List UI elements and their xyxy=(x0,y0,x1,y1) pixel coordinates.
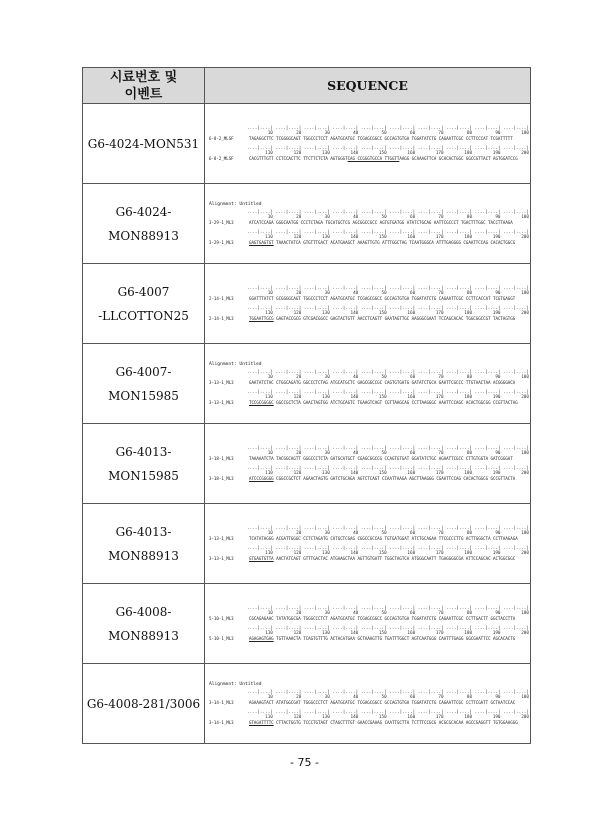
table-row xyxy=(83,664,531,744)
table-row xyxy=(83,504,531,584)
bases-underlined: ACCAT TCGTGAGGT xyxy=(478,295,516,301)
sequence-line xyxy=(205,616,530,622)
position-ruler: ....|....| ....|....| ....|....| ....|....| ....|....| ....|....| ....|....| ....|....| ....|....| ....|....| 110 120 130 140 150 160 170 180 190 200 xyxy=(247,546,529,556)
sequence-cell xyxy=(205,504,531,584)
position-ruler: ....|....| ....|....| ....|....| ....|....| ....|....| ....|....| ....|....| ....|....| ....|....| ....|....| 10 20 30 40 50 60 70 80 90 100 xyxy=(247,285,529,296)
sequence-line xyxy=(205,156,530,162)
sequence-label: 5-10-1_ML3 xyxy=(209,636,234,641)
position-ruler: ....|....| ....|....| ....|....| ....|....| ....|....| ....|....| ....|....| ....|....| ....|....| ....|....| 10 20 30 40 50 60 70 80 90 100 xyxy=(247,445,529,456)
sample-id-cell xyxy=(83,424,205,504)
sequence-cell xyxy=(205,584,531,664)
sequence-label: 3-13-1_ML3 xyxy=(209,379,234,385)
position-ruler: ....|....| ....|....| ....|....| ....|....| ....|....| ....|....| ....|....| ....|....| ....|....| ....|....| 10 20 30 40 50 60 70 80 90 100 xyxy=(247,525,529,536)
alignment-label: Alignment: Untitled xyxy=(209,201,262,207)
sequence-bases xyxy=(249,380,530,386)
bases-text: TAGAGGCTTC TCGGGGCAGT TGGCCCTCCT AGATGCATGC TCGAGCGGCC GCCAGTGTGA TGGATATCTG CAGAATTCGC CCTT xyxy=(249,135,476,141)
sequence-block xyxy=(205,710,530,726)
sequence-cell xyxy=(205,104,531,184)
sequence-bases xyxy=(249,220,530,226)
sequence-block xyxy=(205,606,530,622)
position-ruler: ....|....| ....|....| ....|....| ....|....| ....|....| ....|....| ....|....| ....|....| ....|....| ....|....| 110 120 130 140 150 160 170 180 190 200 xyxy=(247,710,529,720)
sample-id: G6-4007-MON15985 xyxy=(108,364,179,403)
sequence-cell xyxy=(205,424,531,504)
bases-text: GGATTTATCT GCGGGGCAGT TGGCCCTCCT AGATGCATGC TCGAGCGGCC GCCAGTGTGA TGGATATCTG CAGAATTCGC CCTTC xyxy=(249,295,479,301)
sequence-line xyxy=(205,720,530,726)
sequence-block xyxy=(205,626,530,642)
sequence-line xyxy=(205,240,530,246)
header-sample-event xyxy=(83,68,205,104)
table-row xyxy=(83,584,531,664)
bases-underlined: GTGGTA GATCGGGAT xyxy=(473,455,513,461)
page-number: - 75 - xyxy=(290,756,319,769)
sequence-line xyxy=(205,136,530,142)
sample-id-cell xyxy=(83,344,205,424)
sequence-line xyxy=(205,296,530,302)
sequence-bases xyxy=(249,456,530,462)
sequence-label: 3-13-1_ML3 xyxy=(209,400,234,405)
position-ruler: ....|....| ....|....| ....|....| ....|....| ....|....| ....|....| ....|....| ....|....| ....|....| ....|....| 110 120 130 140 150 160 170 180 190 200 xyxy=(247,230,529,240)
sequence-cell xyxy=(205,264,531,344)
sequence-label: 6-8-2_MLSF xyxy=(209,156,234,161)
sample-id: G6-4024-MON531 xyxy=(87,136,200,151)
bases-underlined: GAGTGAGTGT xyxy=(249,240,274,245)
position-ruler: ....|....| ....|....| ....|....| ....|....| ....|....| ....|....| ....|....| ....|....| ....|....| ....|....| 10 20 30 40 50 60 70 80 90 100 xyxy=(247,125,529,136)
bases-underlined: GACTT GGCTACCTTA xyxy=(475,615,516,621)
bases-underlined: AGAGAGTGAG xyxy=(249,636,274,641)
position-ruler: ....|....| ....|....| ....|....| ....|....| ....|....| ....|....| ....|....| ....|....| ....|....| ....|....| 110 120 130 140 150 160 170 180 190 200 xyxy=(247,626,529,636)
position-ruler: ....|....| ....|....| ....|....| ....|....| ....|....| ....|....| ....|....| ....|....| ....|....| ....|....| 10 20 30 40 50 60 70 80 90 100 xyxy=(247,689,529,700)
sample-id-cell xyxy=(83,584,205,664)
sequence-label: 6-8-2_MLSF xyxy=(209,135,234,141)
bases-underlined: CCCAT TCGATTTTT xyxy=(475,135,513,141)
bases-underlined: GTAGATTTTC xyxy=(249,720,274,725)
sequence-label: 3-13-1_ML3 xyxy=(209,535,234,541)
position-ruler: ....|....| ....|....| ....|....| ....|....| ....|....| ....|....| ....|....| ....|....| ....|....| ....|....| 110 120 130 140 150 160 170 180 190 200 xyxy=(247,306,529,316)
bases-underlined: TGGAATTGCG xyxy=(249,316,274,321)
position-ruler: ....|....| ....|....| ....|....| ....|....| ....|....| ....|....| ....|....| ....|....| ....|....| ....|....| 110 120 130 140 150 160 170 180 190 200 xyxy=(247,466,529,476)
sequence-label: 3-14-1_ML3 xyxy=(209,699,234,705)
bases-text: TCATATAGGG ACGATTGGGC CCTCTAGATG CATGCTCGAG CGGCCGCCAG TGTGATGGAT ATCTGCAGAA TTCGCCCTT xyxy=(249,535,461,541)
sample-id: G6-4013-MON15985 xyxy=(108,444,179,483)
bases-underlined: G ACTTGGGCTA CCTTAAGAGA xyxy=(460,535,518,541)
bases-underlined: GTGAGTGTTA xyxy=(249,556,274,561)
sequence-label: 2-14-1_ML3 xyxy=(209,295,234,301)
sequence-block xyxy=(205,446,530,462)
table-row xyxy=(83,264,531,344)
sequence-bases xyxy=(249,720,530,726)
sequence-block xyxy=(205,466,530,482)
sequence-bases xyxy=(249,700,530,706)
sequence-bases xyxy=(249,400,530,406)
bases-text: CTTACTGGTG TCCCTGTAGT CTAGCTTTGT GAACCGAAAG CAATTGCTTA TCTTTCCGCG ACGCGCACAA AGCCGAGGTT TGTGGAAGGG xyxy=(273,720,518,725)
sequence-bases xyxy=(249,476,530,482)
sequence-line xyxy=(205,700,530,706)
sequence-bases xyxy=(249,240,530,246)
sequence-label: 3-29-1_ML3 xyxy=(209,219,234,225)
position-ruler: ....|....| ....|....| ....|....| ....|....| ....|....| ....|....| ....|....| ....|....| ....|....| ....|....| 110 120 130 140 150 160 170 180 190 200 xyxy=(247,146,529,156)
sequence-block xyxy=(205,230,530,246)
sequence-line xyxy=(205,476,530,482)
position-ruler: ....|....| ....|....| ....|....| ....|....| ....|....| ....|....| ....|....| ....|....| ....|....| ....|....| 10 20 30 40 50 60 70 80 90 100 xyxy=(247,369,529,380)
sequence-block xyxy=(205,126,530,142)
header-sample-event-text: 시료번호 및 이벤트 xyxy=(109,69,178,102)
bases-text: ATCATCCAGA GGGCAATGG CCCTCTAGA TGCATGCTCG AGCGGCCGCC AGTGTGATGG ATATCTGCAG AATTCGCCC xyxy=(249,219,457,225)
sample-id: G6-4008-MON88913 xyxy=(108,604,179,643)
bases-text: AGAAAGTACT ATATGGCGAT TGGGCCCTCT AGATGCATGC TCGAGCGGCC GCCAGTGTGA TGGATATCTG CAGAATTCGC CCTT xyxy=(249,699,476,705)
sequence-label: 3-14-1_ML3 xyxy=(209,720,234,725)
sequence-bases xyxy=(249,616,530,622)
table-row xyxy=(83,424,531,504)
sequence-line xyxy=(205,400,530,406)
sequence-cell xyxy=(205,184,531,264)
sample-id-cell xyxy=(83,504,205,584)
sequence-line xyxy=(205,636,530,642)
bases-text: TAAACTATCA GTGTTTGACT ACATGAAGCT AAAGTTGTG ATTTGGCTAG TCAATGGGCA ATTTGAGGGG CGAATTCCAG CACACTGGCG xyxy=(273,240,516,245)
sequence-label: 3-29-1_ML3 xyxy=(209,240,234,245)
sequence-line xyxy=(205,556,530,562)
sequence-bases xyxy=(249,296,530,302)
sequence-block xyxy=(205,526,530,542)
sequence-label: 2-14-1_ML3 xyxy=(209,316,234,321)
sequence-label: 3-18-1_ML3 xyxy=(209,455,234,461)
sample-id: G6-4008-281/3006 xyxy=(86,696,201,711)
bases-underlined: GTAACTAA ACGGGGACA xyxy=(470,379,516,385)
sample-id-cell xyxy=(83,664,205,744)
sequence-bases xyxy=(249,136,530,142)
sequence-bases xyxy=(249,536,530,542)
bases-text: GAGTACCGCG GTCGACGGCC GAGTACTGTT AACCTCAGTT GAATAGTTGC AAGGGCGAAT TCCAGCACAC TGGCGGCCGT TACTAGTGG xyxy=(273,316,516,321)
header-sequence xyxy=(205,68,531,104)
sequence-bases xyxy=(249,636,530,642)
sequence-cell xyxy=(205,664,531,744)
position-ruler: ....|....| ....|....| ....|....| ....|....| ....|....| ....|....| ....|....| ....|....| ....|....| ....|....| 110 120 130 140 150 160 170 180 190 200 xyxy=(247,390,529,400)
sequence-line xyxy=(205,316,530,322)
sequence-bases xyxy=(249,316,530,322)
sequence-line xyxy=(205,220,530,226)
alignment-label: Alignment: Untitled xyxy=(209,681,262,687)
sequence-cell xyxy=(205,344,531,424)
bases-underlined: TCCGCGGGGC xyxy=(249,400,274,405)
bases-text: AAGG GCAAAGTTCA GCACACTGGC GGCCGTTACT AGTGGATCCG xyxy=(399,156,518,161)
bases-underlined: CGATT GCTAATCCAC xyxy=(475,699,516,705)
sample-id-cell xyxy=(83,264,205,344)
sequence-block xyxy=(205,546,530,562)
bases-text: TGTTAAACTA TCAGTGTTTG ACTACATGAA GCTAAAGTTG TGATTTGGCT AGTCAATGGG CAATTTGAGG GGCGAATTCC AGCACACTG xyxy=(273,636,516,641)
sample-id: G6-4007 -LLCOTTON25 xyxy=(98,284,189,323)
table-body xyxy=(83,104,531,744)
alignment-label: Alignment: Untitled xyxy=(209,361,262,367)
sequence-block xyxy=(205,146,530,162)
sequence-line xyxy=(205,380,530,386)
sequence-label: 3-18-1_ML3 xyxy=(209,476,234,481)
sample-id: G6-4013-MON88913 xyxy=(108,524,179,563)
sequence-table xyxy=(82,67,531,744)
bases-underlined: T TGACTTTGGC TACCTTAAGA xyxy=(456,219,513,225)
bases-text: GAATATCTAC CTGGCAGATG GGCCCTCTAG ATGCATGCTC GAGCGGCCGC CAGTGTGATG GATATCTGCA GAATTCGCCC TT xyxy=(249,379,471,385)
sequence-block xyxy=(205,390,530,406)
sequence-line xyxy=(205,456,530,462)
table-row xyxy=(83,104,531,184)
bases-text: CACGTTTGTT CCTCCACTTC TTCTTCTCTA AGTGGGT xyxy=(249,156,348,161)
sequence-block xyxy=(205,690,530,706)
position-ruler: ....|....| ....|....| ....|....| ....|....| ....|....| ....|....| ....|....| ....|....| ....|....| ....|....| 10 20 30 40 50 60 70 80 90 100 xyxy=(247,605,529,616)
sequence-block xyxy=(205,306,530,322)
table-row xyxy=(83,184,531,264)
bases-text: CGGCCGCTCT AGAACTAGTG GATCTGCAGA AGTCTCAGT CCAATTAAGA AGCTTAAGGG CGAATTCCAG CACACTGGCG GCCGTTACTA xyxy=(273,476,516,481)
header-sequence-text: SEQUENCE xyxy=(327,78,408,93)
sample-id-cell xyxy=(83,184,205,264)
sample-id: G6-4024-MON88913 xyxy=(108,204,179,243)
bases-underlined: CAG CCGGGTGCCA TTGGTT xyxy=(347,156,400,161)
sequence-line xyxy=(205,536,530,542)
sequence-label: 5-10-1_ML3 xyxy=(209,615,234,621)
sequence-block xyxy=(205,210,530,226)
bases-text: TAAAAATCTA TACGGCAGTT GGGCCCTCTA GATGCATGCT CGAGCGGCCG CCAGTGTGAT GGATATCTGC AGAATTCGCC CTT xyxy=(249,455,474,461)
table-row xyxy=(83,344,531,424)
position-ruler: ....|....| ....|....| ....|....| ....|....| ....|....| ....|....| ....|....| ....|....| ....|....| ....|....| 10 20 30 40 50 60 70 80 90 100 xyxy=(247,209,529,220)
sequence-bases xyxy=(249,556,530,562)
bases-text: CGCAGAGAAC TATATGGCGA TGGGCCCTCT AGATGCATGC TCGAGCGGCC GCCAGTGTGA TGGATATCTG CAGAATTCGC CCTT xyxy=(249,615,476,621)
sample-id-cell xyxy=(83,104,205,184)
sequence-bases xyxy=(249,156,530,162)
sequence-block xyxy=(205,286,530,302)
bases-text: AACTATCAGT GTTTGACTAC ATGAAGCTAA AGTTGTGATT TGGCTAGTCA ATGGGCAATT TGAGGGGCGA ATTCCAGCAC ACTGGCGGC xyxy=(273,556,516,561)
sequence-block xyxy=(205,370,530,386)
bases-text: GGCCGCTCTA GAACTAGTGG ATCTGCAGTC TGAAGTCAGT CGTTAAGCAG CCTTAAGGGC AAATTCCAGC ACACTGGCGG CCGTTACTAG xyxy=(273,400,518,405)
sequence-label: 3-13-1_ML3 xyxy=(209,556,234,561)
bases-underlined: ATCCCGGGGG xyxy=(249,476,274,481)
